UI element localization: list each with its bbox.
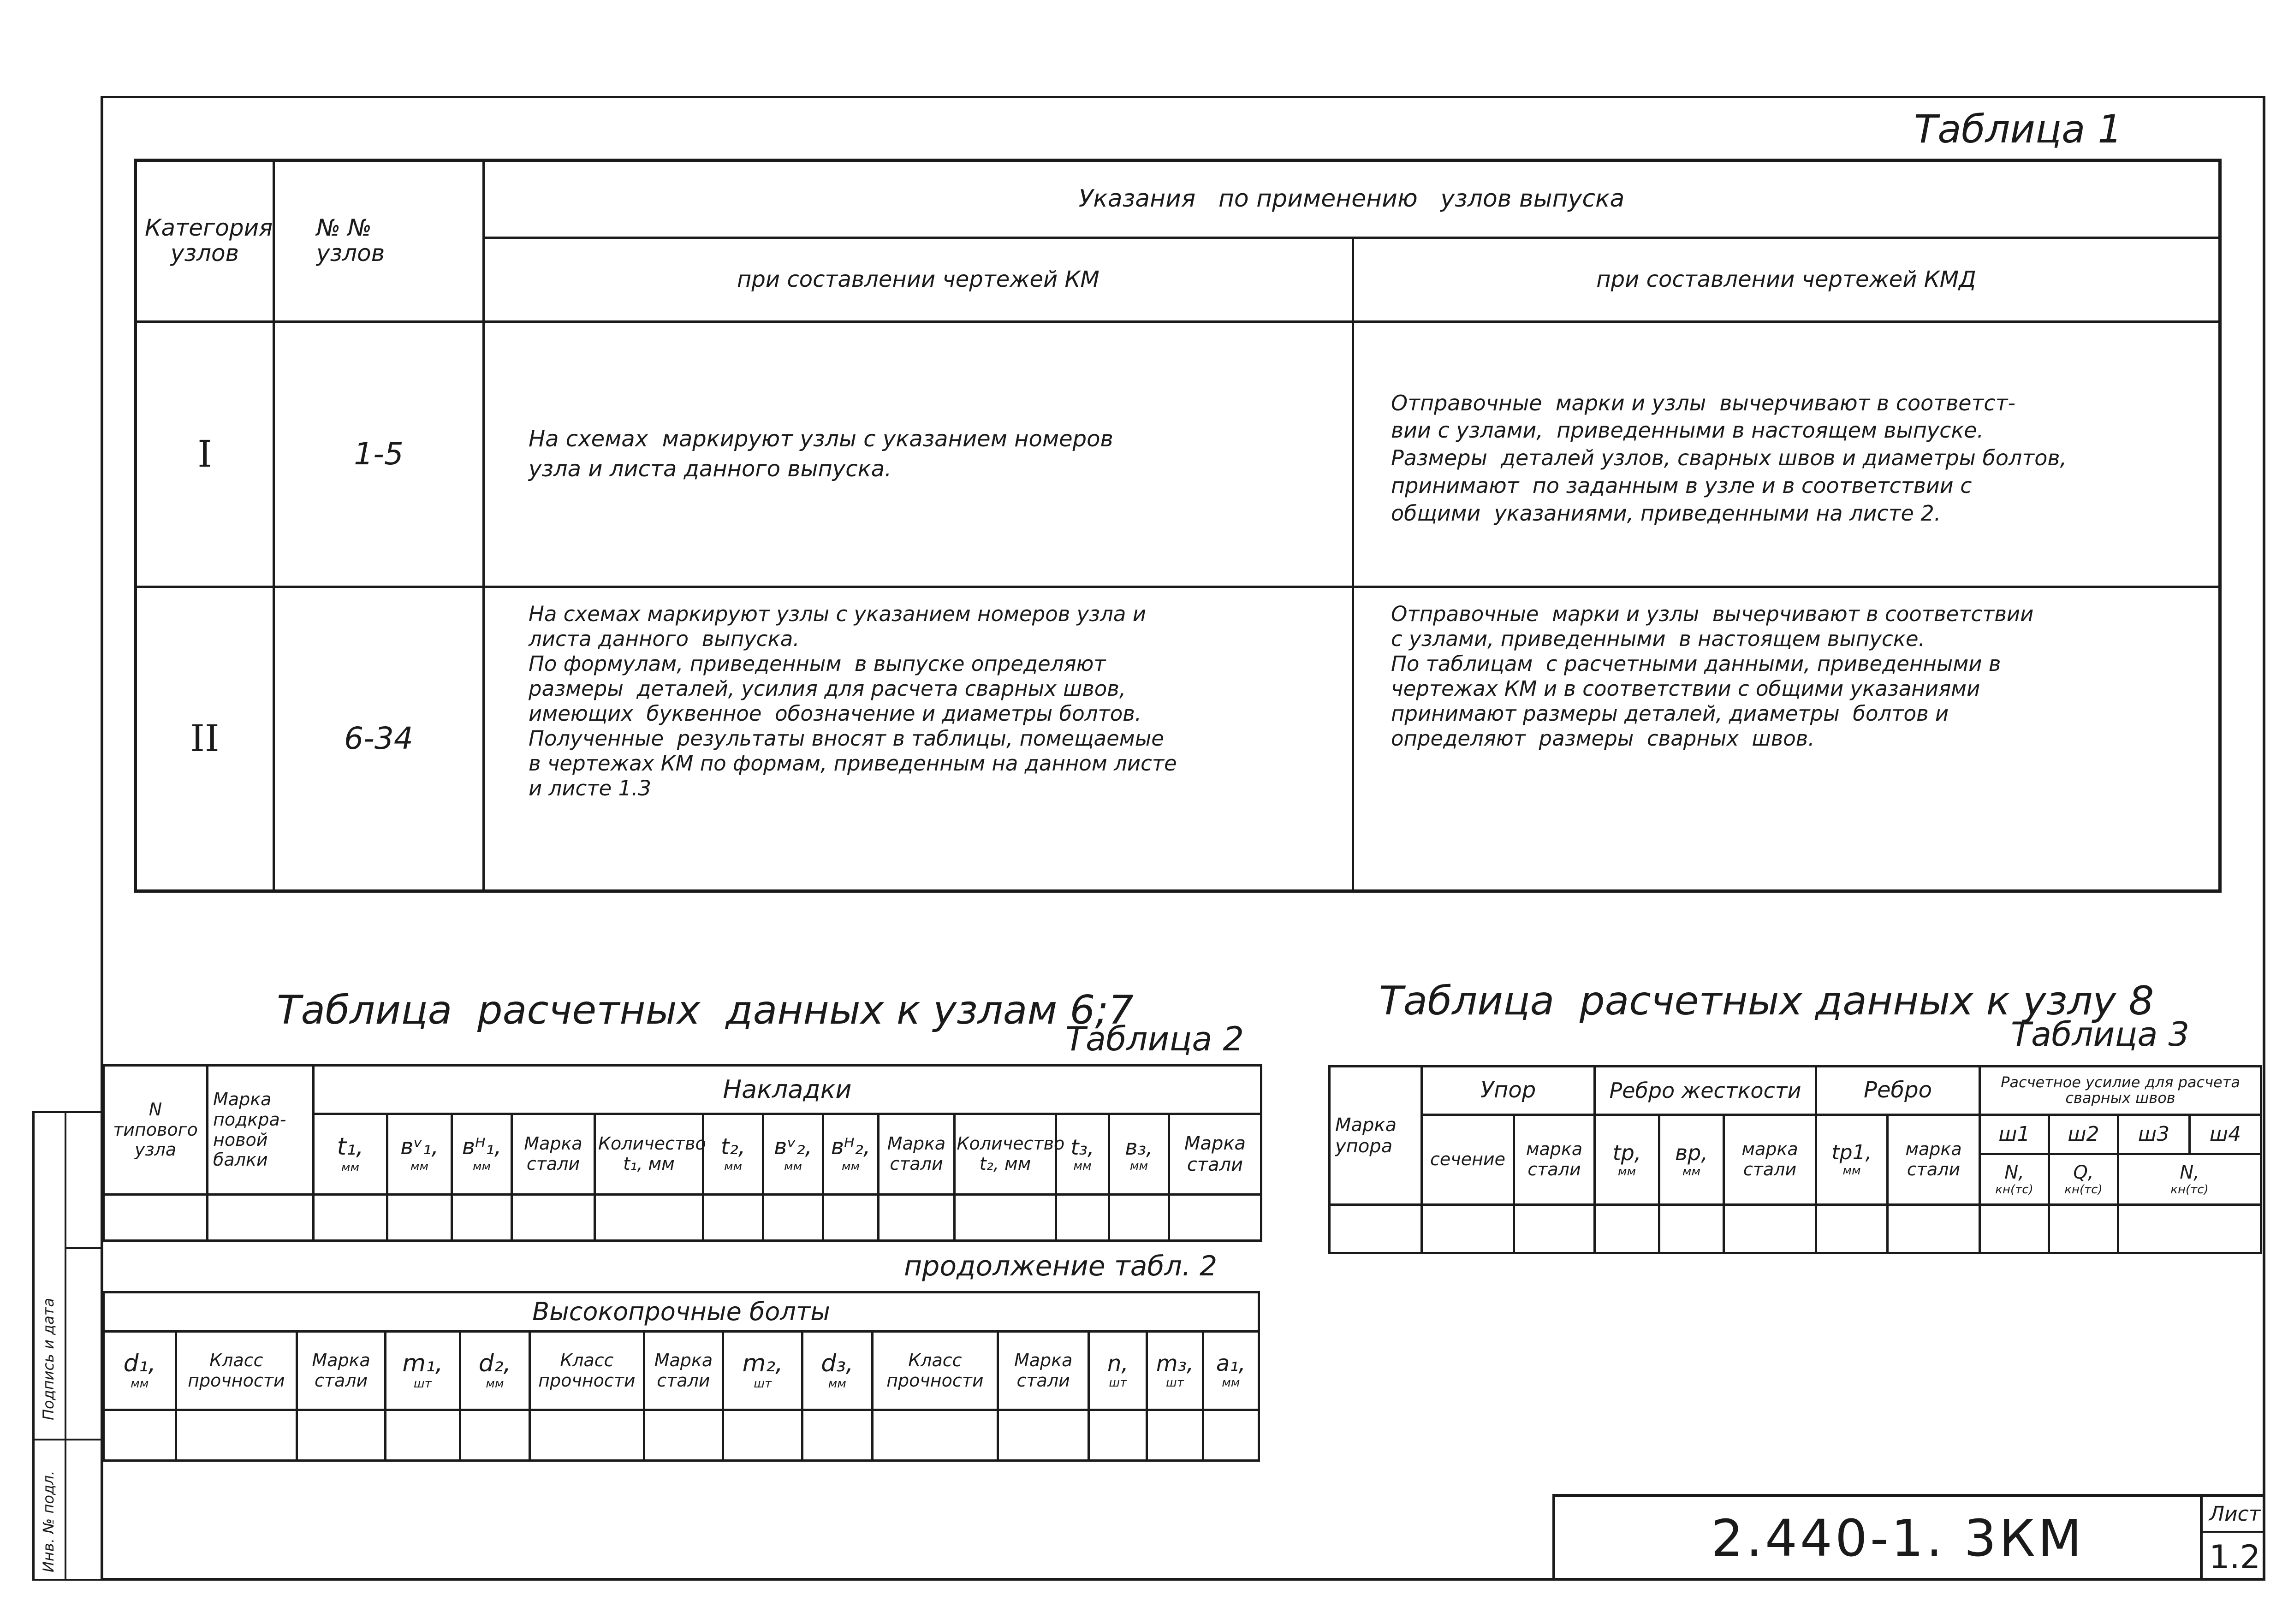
table3-col-rib-steel: марка стали <box>1888 1115 1980 1205</box>
table1-head-nodes: № № узлов <box>274 160 484 322</box>
table2-col-b2v: вᵛ₂, мм <box>763 1114 823 1195</box>
table1-row2-kmd: Отправочные марки и узлы вычерчивают в соответствии с узлами, приведенными в настоящем выпуске. По таблицам с расчетными данными, приведенными в чертежах КМ и в соответствии с общими указаниями принимают размеры деталей, диаметры болтов и определяют размеры сварных швов. <box>1353 587 2220 891</box>
table3-group-rib: Ребро <box>1816 1067 1980 1115</box>
table2cont-col-class1: Класс прочности <box>176 1332 297 1410</box>
table1-row1-category: I <box>136 322 274 587</box>
table2-col-qty-t2: Количество t₂, мм <box>955 1114 1056 1195</box>
table1 <box>134 159 2222 893</box>
side-inv-label: Инв. № подл. <box>40 1470 57 1572</box>
table2-col-beam: Марка подкра-новой балки <box>208 1066 314 1195</box>
side-strip-top <box>32 1111 101 1113</box>
table2-group-nakladki: Накладки <box>314 1066 1261 1114</box>
stamp-left <box>1552 1494 1555 1581</box>
table3-col-force-n1: N, кн(тс) <box>1980 1154 2049 1205</box>
table3-col-section: сечение <box>1422 1115 1514 1205</box>
stamp-sheet-no: 1.2 <box>2209 1538 2261 1576</box>
table2cont-col-m3: m₃, шт <box>1147 1332 1203 1410</box>
table3-col-mark: Марка упора <box>1330 1067 1422 1205</box>
table3-group-force: Расчетное усилие для расчета сварных швов <box>1980 1067 2261 1115</box>
stamp-sheet-label: Лист <box>2209 1502 2261 1526</box>
table2cont-col-m2: m₂, шт <box>723 1332 802 1410</box>
table3 <box>1328 1065 2262 1254</box>
table3-col-w1: ш1 <box>1980 1115 2049 1154</box>
table2-col-t3: t₃, мм <box>1056 1114 1109 1195</box>
side-strip-bottom <box>32 1579 101 1581</box>
table1-row1-kmd: Отправочные марки и узлы вычерчивают в соответст- вии с узлами, приведенными в настоящем выпуске. Размеры деталей узлов, сварных швов и диаметры болтов, принимают по заданным в узле и в соответствии с общими указаниями, приведенными на листе 2. <box>1353 322 2220 587</box>
table3-col-w4: ш4 <box>2190 1115 2261 1154</box>
table1-row1-km: На схемах маркируют узлы с указанием номеров узла и листа данного выпуска. <box>484 322 1353 587</box>
table2-col-b3: в₃, мм <box>1109 1114 1169 1195</box>
table2cont-col-steel2: Марка стали <box>644 1332 723 1410</box>
table1-row1-nodes: 1-5 <box>274 322 484 587</box>
table2cont-col-class3: Класс прочности <box>872 1332 998 1410</box>
table3-empty-row <box>1330 1205 2261 1253</box>
table2cont-col-m1: m₁, шт <box>386 1332 460 1410</box>
table2-col-b1v: вᵛ₁, мм <box>387 1114 452 1195</box>
table1-head-category: Категория узлов <box>136 160 274 322</box>
stamp-sheet-hline <box>2200 1531 2265 1533</box>
side-strip-mid <box>65 1111 66 1581</box>
table2cont-col-a1: a₁, мм <box>1203 1332 1259 1410</box>
table2 <box>102 1064 1262 1242</box>
table2cont-col-class2: Класс прочности <box>530 1332 644 1410</box>
table3-col-force-q: Q, кн(тс) <box>2049 1154 2118 1205</box>
table2-col-b2h: вᴴ₂, мм <box>823 1114 879 1195</box>
table2cont-col-d3: d₃, мм <box>802 1332 873 1410</box>
stamp-top <box>1552 1494 2265 1497</box>
table2cont-group-bolts: Высокопрочные болты <box>104 1292 1259 1332</box>
table3-col-stiff-steel: марка стали <box>1724 1115 1816 1205</box>
table2-col-steel3: Марка стали <box>1169 1114 1261 1195</box>
table2-col-steel1: Марка стали <box>512 1114 595 1195</box>
side-strip-div2 <box>32 1439 101 1440</box>
table3-col-force-n2: N, кн(тс) <box>2118 1154 2261 1205</box>
table1-head-kmd: при составлении чертежей КМД <box>1353 238 2220 322</box>
table3-col-w3: ш3 <box>2118 1115 2190 1154</box>
table2-col-b1h: вᴴ₁, мм <box>452 1114 512 1195</box>
table2cont-empty-row <box>104 1410 1259 1461</box>
table2-caption: Таблица 2 <box>1065 1019 1244 1058</box>
table3-group-rib-stiff: Ребро жесткости <box>1595 1067 1816 1115</box>
table2-empty-row <box>104 1195 1261 1241</box>
table3-col-upor-steel: марка стали <box>1514 1115 1595 1205</box>
table2cont-col-n: n, шт <box>1089 1332 1147 1410</box>
table1-caption: Таблица 1 <box>1914 107 2122 152</box>
table3-col-tp1: tр1, мм <box>1816 1115 1888 1205</box>
table1-head-instructions: Указания по применению узлов выпуска <box>484 160 2220 238</box>
frame-bottom <box>101 1578 2265 1581</box>
side-strip-left <box>32 1111 35 1581</box>
table2cont-col-steel3: Марка стали <box>998 1332 1089 1410</box>
table3-col-w2: ш2 <box>2049 1115 2118 1154</box>
table2-col-qty-t1: Количество t₁, мм <box>595 1114 703 1195</box>
table3-caption: Таблица 3 <box>2011 1015 2190 1054</box>
stamp-sheet-divider <box>2200 1494 2203 1581</box>
side-sign-label: Подпись и дата <box>40 1298 57 1420</box>
table2cont-col-steel1: Марка стали <box>297 1332 386 1410</box>
table3-title: Таблица расчетных данных к узлу 8 <box>1379 978 2154 1024</box>
table2-col-t1: t₁, мм <box>314 1114 387 1195</box>
table1-head-km: при составлении чертежей КМ <box>484 238 1353 322</box>
stamp-code: 2.440-1. 3КМ <box>1711 1509 2085 1568</box>
table3-col-tp: tр, мм <box>1595 1115 1659 1205</box>
table3-group-upor: Упор <box>1422 1067 1595 1115</box>
frame-top <box>101 96 2265 98</box>
table2-col-node: N типового узла <box>104 1066 208 1195</box>
side-strip-div1 <box>65 1247 101 1249</box>
table1-row2-km: На схемах маркируют узлы с указанием номеров узла и листа данного выпуска. По формулам, приведенным в выпуске определяют размеры деталей, усилия для расчета сварных швов, имеющих буквенное обозначение и диаметры болтов. Полученные результаты вносят в таблицы, помещаемые в чертежах КМ по формам, приведенным на данном листе и листе 1.3 <box>484 587 1353 891</box>
table2-col-steel2: Марка стали <box>879 1114 955 1195</box>
table1-row2-nodes: 6-34 <box>274 587 484 891</box>
frame-right <box>2263 96 2265 1581</box>
table1-row2-category: II <box>136 587 274 891</box>
table2cont <box>102 1291 1260 1462</box>
table3-col-bp: вр, мм <box>1659 1115 1724 1205</box>
table2cont-caption: продолжение табл. 2 <box>904 1250 1218 1282</box>
table2cont-col-d1: d₁, мм <box>104 1332 176 1410</box>
table2-col-t2: t₂, мм <box>703 1114 763 1195</box>
table2cont-col-d2: d₂, мм <box>460 1332 530 1410</box>
table2-title: Таблица расчетных данных к узлам 6;7 <box>277 987 1134 1033</box>
